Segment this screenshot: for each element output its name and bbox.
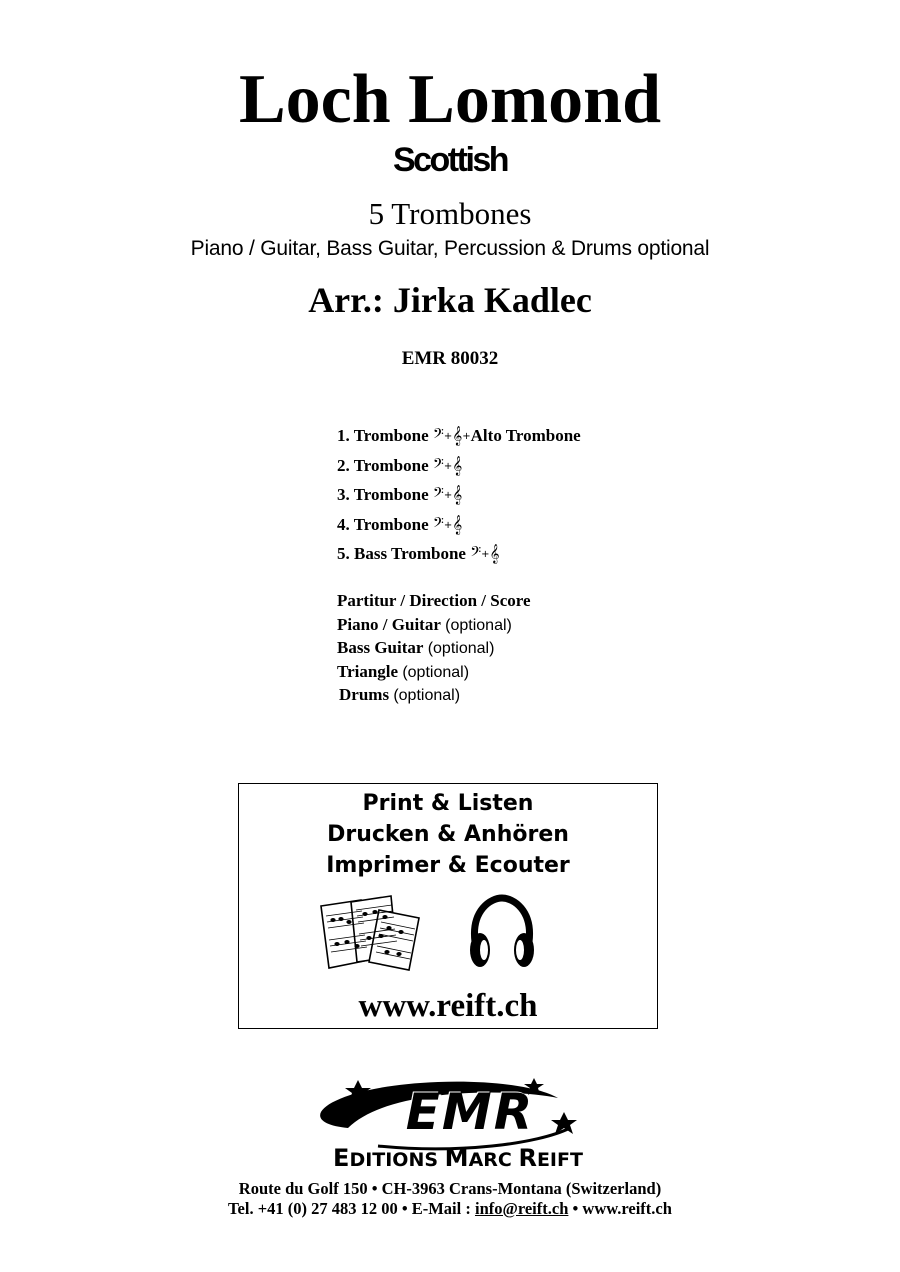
name-part: EIFT	[536, 1149, 583, 1171]
contact-suffix[interactable]: • www.reift.ch	[568, 1199, 672, 1218]
bass-clef-icon: 𝄢	[432, 485, 444, 505]
material-note: (optional)	[427, 640, 495, 658]
name-initial: R	[518, 1144, 537, 1172]
part-label: 2. Trombone	[337, 455, 429, 475]
print-listen-box	[238, 783, 658, 1029]
email-link[interactable]: info@reift.ch	[474, 1199, 569, 1218]
part-item	[337, 454, 581, 484]
part-item	[337, 424, 581, 454]
material-label: Triangle	[337, 661, 399, 681]
print-listen-line: Print & Listen	[362, 791, 534, 816]
sheet-music-icon	[317, 892, 423, 972]
material-item	[337, 684, 531, 708]
treble-clef-icon: 𝄞	[452, 514, 463, 535]
material-label: Partitur / Direction / Score	[337, 591, 531, 610]
page-title: Loch Lomond	[238, 61, 662, 138]
name-part: DITIONS	[349, 1149, 445, 1171]
instrumentation: 5 Trombones	[368, 196, 532, 231]
material-note: (optional)	[393, 687, 461, 705]
name-initial: E	[333, 1144, 350, 1172]
part-label: 1. Trombone	[337, 426, 429, 445]
contact-prefix: Tel. +41 (0) 27 483 12 00 • E-Mail :	[228, 1199, 475, 1218]
bass-clef-icon: 𝄢	[432, 426, 444, 446]
print-listen-line: Drucken & Anhören	[327, 822, 569, 847]
bass-clef-icon: 𝄢	[432, 514, 444, 535]
arranger: Arr.: Jirka Kadlec	[308, 280, 592, 320]
plus-sign: +	[443, 431, 453, 442]
logo-text: EMR	[405, 1083, 535, 1141]
part-extra: Alto Trombone	[470, 426, 581, 445]
material-note: (optional)	[445, 616, 512, 634]
optional-instruments: Piano / Guitar, Bass Guitar, Percussion & Drums optional	[190, 237, 710, 260]
material-item	[337, 590, 531, 614]
website-url[interactable]: www.reift.ch	[358, 988, 538, 1024]
treble-clef-icon: 𝄞	[489, 544, 500, 564]
material-item	[337, 637, 531, 661]
name-part: ARC	[468, 1149, 519, 1171]
print-listen-line: Imprimer & Ecouter	[326, 853, 570, 878]
parts-list	[337, 424, 581, 572]
part-label: 4. Trombone	[337, 514, 429, 534]
treble-clef-icon: 𝄞	[452, 485, 463, 505]
part-item	[337, 483, 581, 513]
material-item	[337, 614, 531, 638]
name-initial: M	[444, 1144, 469, 1172]
materials-list	[337, 590, 531, 708]
treble-clef-icon: 𝄞	[452, 426, 463, 446]
treble-clef-icon: 𝄞	[452, 455, 463, 476]
headphones-icon	[467, 894, 537, 972]
material-label: Bass Guitar	[337, 638, 424, 658]
part-label: 3. Trombone	[337, 485, 429, 504]
part-item	[337, 542, 581, 572]
publisher-address: Route du Golf 150 • CH-3963 Crans-Montana (Switzerland)	[238, 1179, 662, 1198]
material-note: (optional)	[402, 663, 470, 681]
plus-sign: +	[443, 519, 453, 531]
emr-logo	[238, 1072, 678, 1172]
plus-sign: +	[481, 549, 490, 560]
plus-sign: +	[443, 460, 453, 472]
material-label: Piano / Guitar	[337, 614, 441, 634]
bass-clef-icon: 𝄢	[470, 544, 482, 564]
material-item	[337, 661, 531, 685]
part-item	[337, 513, 581, 543]
bass-clef-icon: 𝄢	[432, 455, 444, 476]
publisher-contact	[0, 1198, 900, 1219]
page-subtitle: Scottish	[392, 141, 508, 179]
plus-sign: +	[462, 431, 471, 442]
part-label: 5. Bass Trombone	[337, 544, 466, 563]
catalog-number: EMR 80032	[401, 348, 499, 369]
material-label: Drums	[339, 685, 390, 705]
publisher-name	[238, 1144, 678, 1175]
plus-sign: +	[443, 490, 453, 501]
